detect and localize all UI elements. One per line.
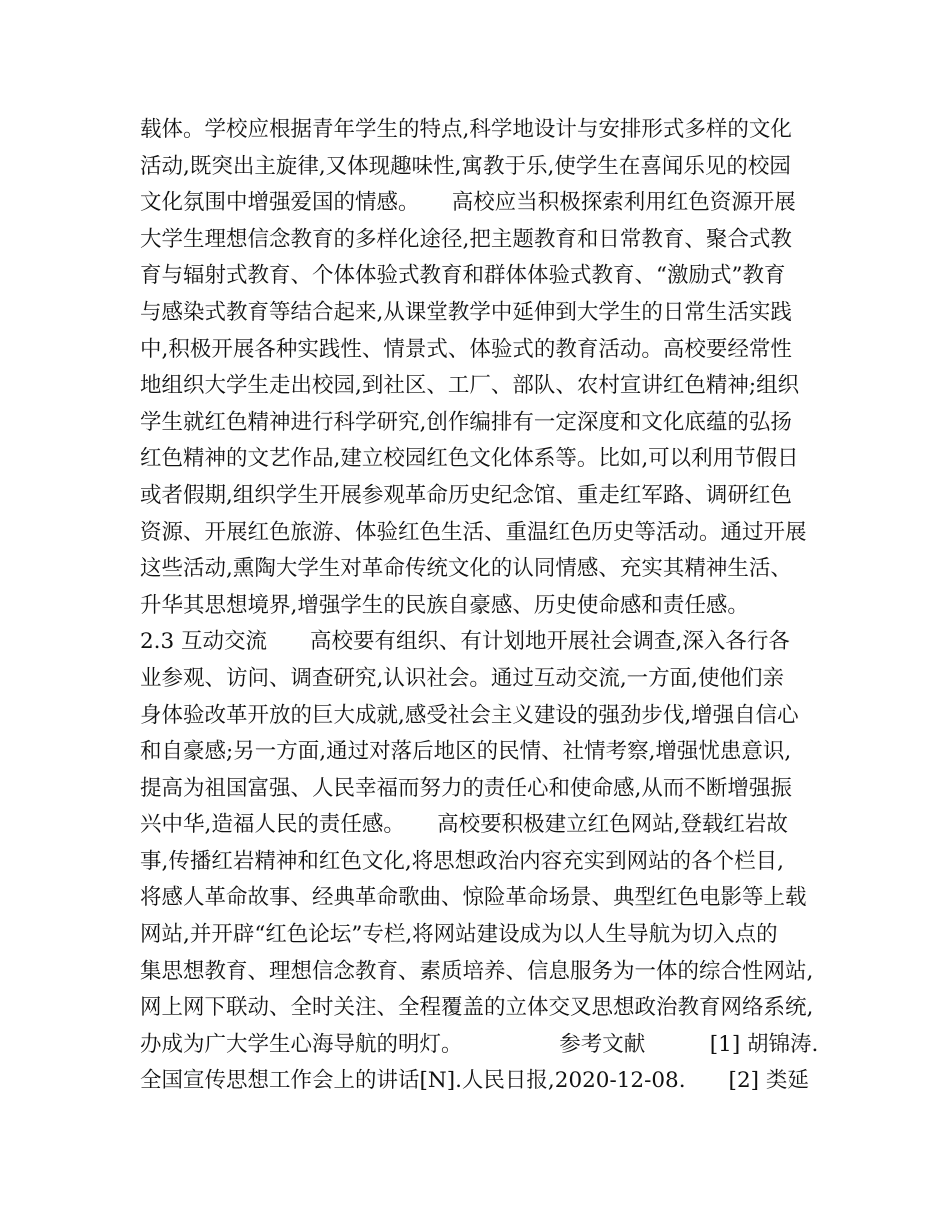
section-heading-line: 2.3 互动交流 高校要有组织、有计划地开展社会调查,深入各行各 [140, 629, 790, 655]
text-line: 业参观、访问、调查研究,认识社会。通过互动交流,一方面,使他们亲 [140, 665, 785, 691]
text-line: 将感人革命故事、经典革命歌曲、惊险革命场景、典型红色电影等上载 [140, 885, 807, 911]
text-line: 集思想教育、理想信念教育、素质培养、信息服务为一体的综合性网站, [140, 958, 814, 984]
text-line: 育与辐射式教育、个体体验式教育和群体体验式教育、“激励式”教育 [140, 263, 786, 289]
text-line: 地组织大学生走出校园,到社区、工厂、部队、农村宣讲红色精神;组织 [140, 373, 800, 399]
text-line: 载体。学校应根据青年学生的特点,科学地设计与安排形式多样的文化 [140, 117, 792, 142]
references-line: 办成为广大学生心海导航的明灯。 参考文献 [1] 胡锦涛. [140, 1031, 819, 1057]
text-line: 提高为祖国富强、人民幸福而努力的责任心和使命感,从而不断增强振 [140, 775, 792, 801]
text-line: 网上网下联动、全时关注、全程覆盖的立体交叉思想政治教育网络系统, [140, 995, 814, 1021]
text-line: 与感染式教育等结合起来,从课堂教学中延伸到大学生的日常生活实践 [140, 299, 792, 325]
text-line: 升华其思想境界,增强学生的民族自豪感、历史使命感和责任感。 [140, 592, 749, 618]
text-line: 和自豪感;另一方面,通过对落后地区的民情、社情考察,增强忧患意识, [140, 739, 792, 765]
text-line: 大学生理想信念教育的多样化途径,把主题教育和日常教育、聚合式教 [140, 226, 792, 252]
text-line: 中,积极开展各种实践性、情景式、体验式的教育活动。高校要经常性 [140, 336, 792, 362]
text-line: 网站,并开辟“红色论坛”专栏,将网站建设成为以人生导航为切入点的 [140, 922, 778, 948]
text-line: 学生就红色精神进行科学研究,创作编排有一定深度和文化底蕴的弘扬 [140, 409, 792, 435]
references-line: 全国宣传思想工作会上的讲话[N].人民日报,2020-12-08. [2] 类延 [140, 1068, 809, 1094]
text-line: 资源、开展红色旅游、体验红色生活、重温红色历史等活动。通过开展 [140, 519, 807, 545]
body-text [140, 112, 830, 1100]
text-line: 或者假期,组织学生开展参观革命历史纪念馆、重走红军路、调研红色 [140, 482, 792, 508]
text-line: 活动,既突出主旋律,又体现趣味性,寓教于乐,使学生在喜闻乐见的校园 [140, 153, 791, 179]
text-line: 红色精神的文艺作品,建立校园红色文化体系等。比如,可以利用节假日 [140, 446, 799, 472]
text-line: 文化氛围中增强爱国的情感。 高校应当积极探索利用红色资源开展 [140, 190, 796, 216]
text-line: 这些活动,熏陶大学生对革命传统文化的认同情感、充实其精神生活、 [140, 556, 792, 582]
text-line: 身体验改革开放的巨大成就,感受社会主义建设的强劲步伐,增强自信心 [140, 702, 799, 728]
text-line: 事,传播红岩精神和红色文化,将思想政治内容充实到网站的各个栏目, [140, 848, 785, 874]
text-line: 兴中华,造福人民的责任感。 高校要积极建立红色网站,登载红岩故 [140, 812, 788, 838]
